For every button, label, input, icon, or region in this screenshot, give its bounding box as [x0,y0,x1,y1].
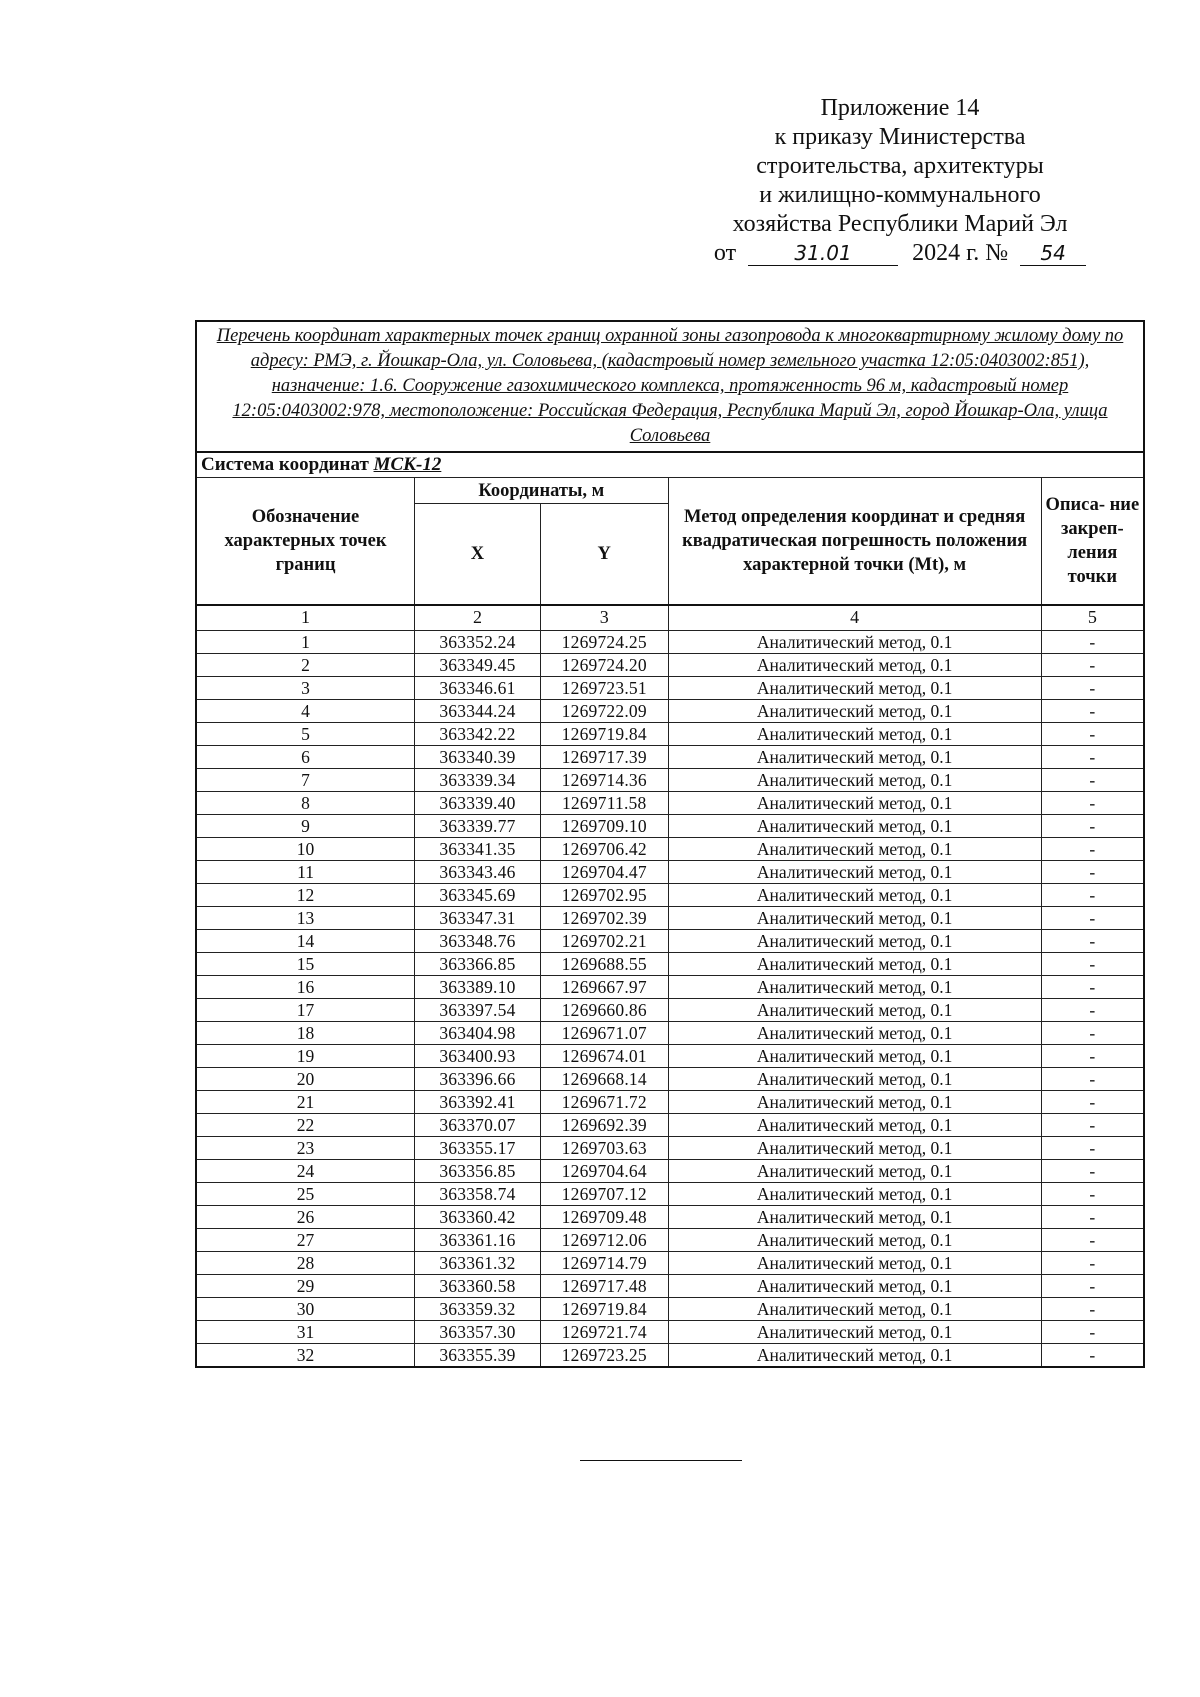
description-cell: - [1041,630,1144,653]
method-cell: Аналитический метод, 0.1 [668,1297,1041,1320]
table-row [196,1044,1144,1067]
point-id-cell: 26 [196,1205,415,1228]
coordinates-table [195,320,1145,1368]
coord-y-cell: 1269721.74 [540,1320,668,1343]
coord-x-cell: 363370.07 [415,1113,541,1136]
point-id-cell: 4 [196,699,415,722]
coord-x-cell: 363345.69 [415,883,541,906]
coord-x-cell: 363349.45 [415,653,541,676]
description-cell: - [1041,975,1144,998]
table-row [196,998,1144,1021]
point-id-cell: 22 [196,1113,415,1136]
table-row [196,837,1144,860]
table-row [196,1205,1144,1228]
coord-x-cell: 363400.93 [415,1044,541,1067]
coord-y-cell: 1269660.86 [540,998,668,1021]
method-cell: Аналитический метод, 0.1 [668,1113,1041,1136]
method-cell: Аналитический метод, 0.1 [668,998,1041,1021]
table-row [196,1251,1144,1274]
header-point: Обозначение характерных точек границ [196,478,415,605]
table-title: Перечень координат характерных точек границ охранной зоны газопровода к многоквартирному жилому дому по адресу: РМЭ, г. Йошкар-Ола, ул. Соловьева, (кадастровый номер земельного участка 12:05:0403002:851), назначение: 1.6. Сооружение газохимического комплекса, протяженность 96 м, кадастровый номер 12:05:0403002:978, местоположение: Российская Федерация, Республика Марий Эл, город Йошкар-Ола, улица Соловьева [196,321,1144,452]
point-id-cell: 12 [196,883,415,906]
method-cell: Аналитический метод, 0.1 [668,745,1041,768]
coord-x-cell: 363348.76 [415,929,541,952]
table-row [196,1159,1144,1182]
point-id-cell: 16 [196,975,415,998]
coord-x-cell: 363347.31 [415,906,541,929]
point-id-cell: 24 [196,1159,415,1182]
coord-y-cell: 1269704.47 [540,860,668,883]
description-cell: - [1041,1297,1144,1320]
coord-x-cell: 363358.74 [415,1182,541,1205]
description-cell: - [1041,1090,1144,1113]
coord-x-cell: 363339.40 [415,791,541,814]
coord-y-cell: 1269704.64 [540,1159,668,1182]
coord-y-cell: 1269711.58 [540,791,668,814]
method-cell: Аналитический метод, 0.1 [668,1182,1041,1205]
coord-y-cell: 1269667.97 [540,975,668,998]
method-cell: Аналитический метод, 0.1 [668,1205,1041,1228]
method-cell: Аналитический метод, 0.1 [668,1159,1041,1182]
coord-x-cell: 363397.54 [415,998,541,1021]
coord-x-cell: 363361.16 [415,1228,541,1251]
point-id-cell: 20 [196,1067,415,1090]
point-id-cell: 15 [196,952,415,975]
year-text: 2024 г. № [912,240,1009,266]
coord-y-cell: 1269714.36 [540,768,668,791]
table-row [196,814,1144,837]
coord-y-cell: 1269702.95 [540,883,668,906]
coordinate-system-row [196,452,1144,478]
description-cell: - [1041,1159,1144,1182]
coord-x-cell: 363340.39 [415,745,541,768]
point-id-cell: 18 [196,1021,415,1044]
point-id-cell: 11 [196,860,415,883]
column-number: 3 [540,605,668,631]
coord-x-cell: 363341.35 [415,837,541,860]
point-id-cell: 9 [196,814,415,837]
order-date-line [690,239,1110,268]
method-cell: Аналитический метод, 0.1 [668,1067,1041,1090]
coordinate-system-label: Система координат [201,454,369,475]
coord-y-cell: 1269717.39 [540,745,668,768]
appendix-line: хозяйства Республики Марий Эл [732,211,1068,237]
point-id-cell: 13 [196,906,415,929]
point-id-cell: 28 [196,1251,415,1274]
point-id-cell: 14 [196,929,415,952]
coord-x-cell: 363339.77 [415,814,541,837]
coord-y-cell: 1269702.39 [540,906,668,929]
coord-x-cell: 363359.32 [415,1297,541,1320]
footer-rule [580,1460,742,1461]
method-cell: Аналитический метод, 0.1 [668,814,1041,837]
coord-x-cell: 363344.24 [415,699,541,722]
point-id-cell: 8 [196,791,415,814]
coord-y-cell: 1269702.21 [540,929,668,952]
coord-x-cell: 363361.32 [415,1251,541,1274]
description-cell: - [1041,1182,1144,1205]
method-cell: Аналитический метод, 0.1 [668,791,1041,814]
coord-x-cell: 363355.39 [415,1343,541,1367]
description-cell: - [1041,1044,1144,1067]
method-cell: Аналитический метод, 0.1 [668,952,1041,975]
description-cell: - [1041,837,1144,860]
coord-x-cell: 363352.24 [415,630,541,653]
coord-y-cell: 1269692.39 [540,1113,668,1136]
method-cell: Аналитический метод, 0.1 [668,1090,1041,1113]
point-id-cell: 32 [196,1343,415,1367]
method-cell: Аналитический метод, 0.1 [668,929,1041,952]
method-cell: Аналитический метод, 0.1 [668,975,1041,998]
coord-x-cell: 363392.41 [415,1090,541,1113]
coordinate-system-name: МСК-12 [373,454,442,475]
point-id-cell: 29 [196,1274,415,1297]
table-row [196,1274,1144,1297]
coord-x-cell: 363355.17 [415,1136,541,1159]
coord-y-cell: 1269703.63 [540,1136,668,1159]
table-row [196,906,1144,929]
coord-y-cell: 1269722.09 [540,699,668,722]
point-id-cell: 27 [196,1228,415,1251]
method-cell: Аналитический метод, 0.1 [668,1228,1041,1251]
table-row [196,768,1144,791]
point-id-cell: 3 [196,676,415,699]
coordinates-body [196,630,1144,1367]
date-prefix: от [713,240,737,266]
header-method: Метод определения координат и средняя квадратическая погрешность положения характерной точки (Mt), м [668,478,1041,605]
method-cell: Аналитический метод, 0.1 [668,883,1041,906]
description-cell: - [1041,1320,1144,1343]
method-cell: Аналитический метод, 0.1 [668,768,1041,791]
table-row [196,1136,1144,1159]
coord-x-cell: 363346.61 [415,676,541,699]
description-cell: - [1041,791,1144,814]
method-cell: Аналитический метод, 0.1 [668,1021,1041,1044]
description-cell: - [1041,653,1144,676]
method-cell: Аналитический метод, 0.1 [668,837,1041,860]
point-id-cell: 1 [196,630,415,653]
coord-x-cell: 363360.58 [415,1274,541,1297]
table-row [196,1228,1144,1251]
table-row [196,745,1144,768]
table-row [196,1113,1144,1136]
point-id-cell: 19 [196,1044,415,1067]
coord-y-cell: 1269709.48 [540,1205,668,1228]
method-cell: Аналитический метод, 0.1 [668,1320,1041,1343]
column-numbers-row [196,605,1144,631]
coord-y-cell: 1269671.72 [540,1090,668,1113]
point-id-cell: 31 [196,1320,415,1343]
coord-y-cell: 1269719.84 [540,722,668,745]
coord-x-cell: 363396.66 [415,1067,541,1090]
description-cell: - [1041,906,1144,929]
table-row [196,1182,1144,1205]
point-id-cell: 30 [196,1297,415,1320]
coord-y-cell: 1269709.10 [540,814,668,837]
method-cell: Аналитический метод, 0.1 [668,1251,1041,1274]
table-row [196,676,1144,699]
description-cell: - [1041,768,1144,791]
coord-x-cell: 363356.85 [415,1159,541,1182]
table-row [196,1297,1144,1320]
point-id-cell: 23 [196,1136,415,1159]
description-cell: - [1041,929,1144,952]
coord-y-cell: 1269724.20 [540,653,668,676]
table-row [196,1090,1144,1113]
coord-y-cell: 1269724.25 [540,630,668,653]
method-cell: Аналитический метод, 0.1 [668,722,1041,745]
coord-y-cell: 1269723.51 [540,676,668,699]
coord-y-cell: 1269717.48 [540,1274,668,1297]
table-row [196,653,1144,676]
table-row [196,630,1144,653]
description-cell: - [1041,860,1144,883]
column-number: 4 [668,605,1041,631]
table-row [196,791,1144,814]
coord-y-cell: 1269688.55 [540,952,668,975]
coord-x-cell: 363339.34 [415,768,541,791]
column-number: 5 [1041,605,1144,631]
table-row [196,1067,1144,1090]
table-row [196,883,1144,906]
method-cell: Аналитический метод, 0.1 [668,630,1041,653]
coord-y-cell: 1269674.01 [540,1044,668,1067]
description-cell: - [1041,722,1144,745]
description-cell: - [1041,1021,1144,1044]
coord-y-cell: 1269671.07 [540,1021,668,1044]
coord-x-cell: 363342.22 [415,722,541,745]
method-cell: Аналитический метод, 0.1 [668,1343,1041,1367]
description-cell: - [1041,1205,1144,1228]
description-cell: - [1041,699,1144,722]
appendix-line: к приказу Министерства [774,124,1026,150]
coord-y-cell: 1269714.79 [540,1251,668,1274]
description-cell: - [1041,998,1144,1021]
description-cell: - [1041,1343,1144,1367]
table-row [196,722,1144,745]
coord-x-cell: 363360.42 [415,1205,541,1228]
header-x: X [415,504,541,605]
header-description: Описа- ние закреп- ления точки [1041,478,1144,605]
column-number: 1 [196,605,415,631]
point-id-cell: 10 [196,837,415,860]
point-id-cell: 5 [196,722,415,745]
table-row [196,975,1144,998]
table-row [196,952,1144,975]
description-cell: - [1041,883,1144,906]
description-cell: - [1041,1274,1144,1297]
coord-y-cell: 1269712.06 [540,1228,668,1251]
method-cell: Аналитический метод, 0.1 [668,676,1041,699]
coord-x-cell: 363389.10 [415,975,541,998]
point-id-cell: 25 [196,1182,415,1205]
description-cell: - [1041,1113,1144,1136]
table-row [196,1320,1144,1343]
method-cell: Аналитический метод, 0.1 [668,1136,1041,1159]
description-cell: - [1041,952,1144,975]
coord-x-cell: 363366.85 [415,952,541,975]
coord-x-cell: 363357.30 [415,1320,541,1343]
table-row [196,860,1144,883]
header-coordinates: Координаты, м [415,478,669,504]
point-id-cell: 2 [196,653,415,676]
appendix-line: Приложение 14 [820,95,980,121]
appendix-header [690,94,1110,268]
coord-y-cell: 1269719.84 [540,1297,668,1320]
coord-y-cell: 1269668.14 [540,1067,668,1090]
method-cell: Аналитический метод, 0.1 [668,653,1041,676]
point-id-cell: 6 [196,745,415,768]
point-id-cell: 17 [196,998,415,1021]
method-cell: Аналитический метод, 0.1 [668,1044,1041,1067]
description-cell: - [1041,1067,1144,1090]
description-cell: - [1041,1251,1144,1274]
coord-y-cell: 1269723.25 [540,1343,668,1367]
table-row [196,699,1144,722]
header-y: Y [540,504,668,605]
method-cell: Аналитический метод, 0.1 [668,860,1041,883]
point-id-cell: 7 [196,768,415,791]
description-cell: - [1041,814,1144,837]
table-row [196,1343,1144,1367]
handwritten-date: 31.01 [748,241,898,266]
coord-x-cell: 363343.46 [415,860,541,883]
method-cell: Аналитический метод, 0.1 [668,699,1041,722]
coord-y-cell: 1269706.42 [540,837,668,860]
appendix-line: и жилищно-коммунального [759,182,1041,208]
point-id-cell: 21 [196,1090,415,1113]
description-cell: - [1041,1228,1144,1251]
description-cell: - [1041,676,1144,699]
method-cell: Аналитический метод, 0.1 [668,906,1041,929]
coord-y-cell: 1269707.12 [540,1182,668,1205]
table-row [196,1021,1144,1044]
coord-x-cell: 363404.98 [415,1021,541,1044]
table-row [196,929,1144,952]
appendix-line: строительства, архитектуры [756,153,1044,179]
method-cell: Аналитический метод, 0.1 [668,1274,1041,1297]
handwritten-order-number: 54 [1020,241,1086,266]
description-cell: - [1041,745,1144,768]
description-cell: - [1041,1136,1144,1159]
column-number: 2 [415,605,541,631]
